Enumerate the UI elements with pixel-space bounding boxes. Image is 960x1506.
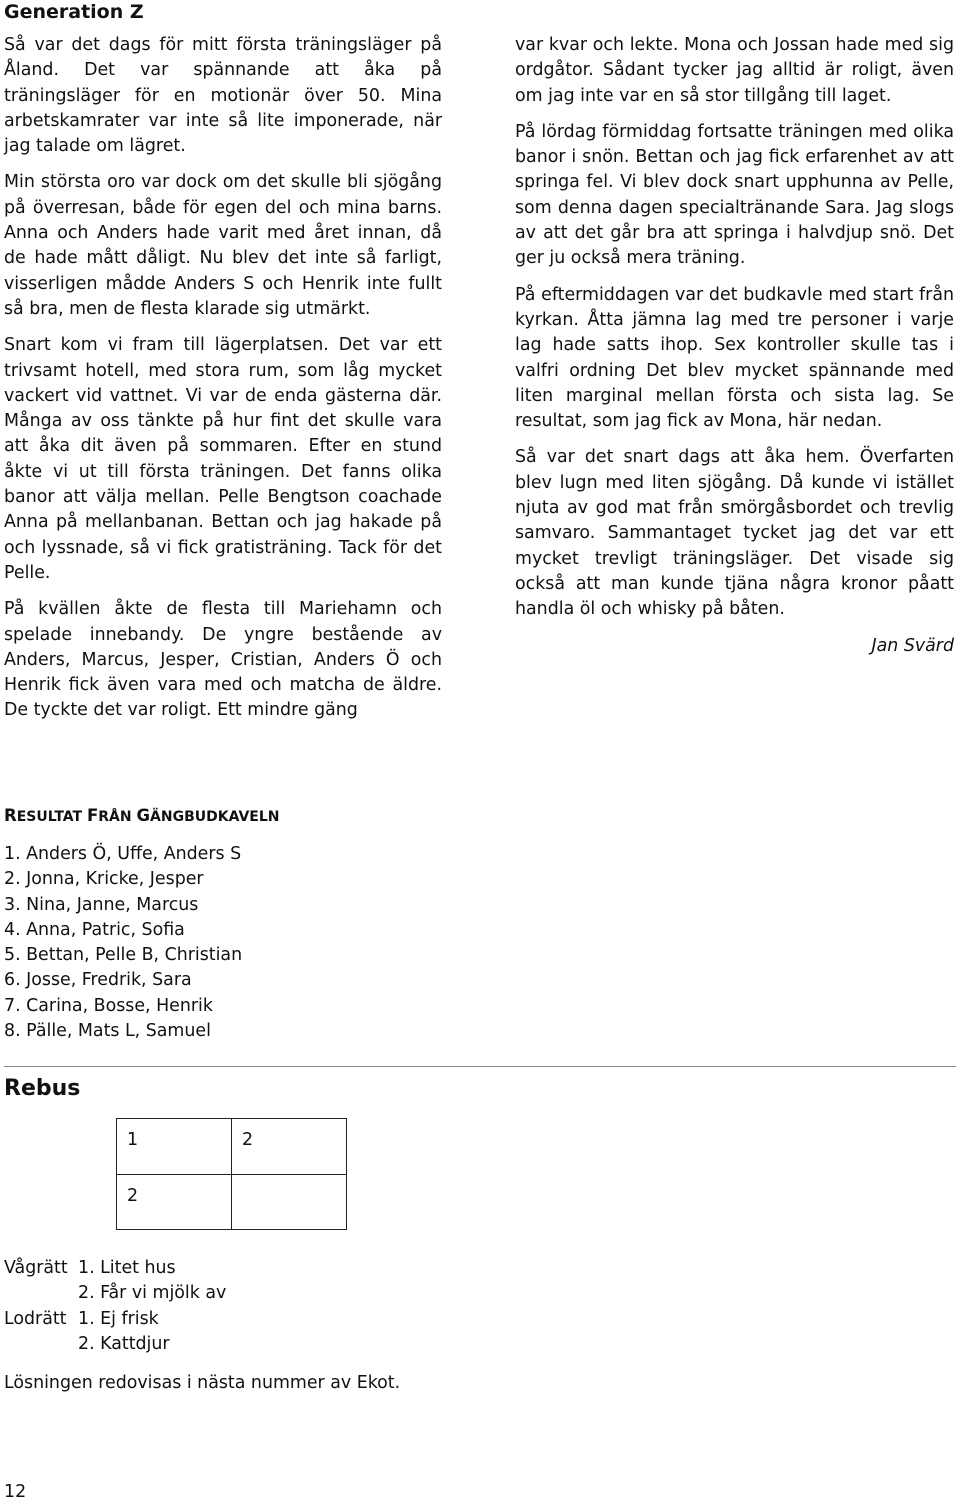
solution-note: Lösningen redovisas i nästa nummer av Ekot. <box>4 1373 401 1393</box>
paragraph: Så var det dags för mitt första träningsläger på Åland. Det var spännande att åka på träningsläger för en motionär över 50. Mina arbetskamrater var inte så lite imponerade, när jag talade om lägret. <box>4 35 442 157</box>
list-item: 6. Josse, Fredrik, Sara <box>4 970 192 991</box>
heading-initial: F <box>86 806 99 825</box>
list-item: 8. Pälle, Mats L, Samuel <box>4 1021 211 1042</box>
grid-cell: 2 <box>117 1174 232 1230</box>
clue-direction: Lodrätt <box>4 1308 67 1329</box>
paragraph: var kvar och lekte. Mona och Jossan hade med sig ordgåtor. Sådant tycker jag alltid är roligt, även om jag inte var en så stor tillgång till laget. <box>515 35 954 106</box>
heading-initial: G <box>136 806 151 825</box>
article-title: Generation Z <box>4 1 144 23</box>
clue-row <box>4 1332 226 1357</box>
list-item: 4. Anna, Patric, Sofia <box>4 919 185 940</box>
article-left-column <box>4 33 442 735</box>
clue-row <box>4 1256 226 1281</box>
clue-direction <box>4 1281 78 1306</box>
grid-cell: 2 <box>232 1119 347 1175</box>
article-right-column <box>515 33 954 670</box>
clue-text: 2. Kattdjur <box>78 1333 170 1354</box>
list-item: 5. Bettan, Pelle B, Christian <box>4 945 243 966</box>
heading-text: ESULTAT <box>16 809 87 825</box>
clue-text: 2. Får vi mjölk av <box>78 1283 227 1304</box>
list-item: 2. Jonna, Kricke, Jesper <box>4 869 204 890</box>
clue-direction: Vågrätt <box>4 1258 68 1278</box>
heading-initial: R <box>4 806 17 825</box>
paragraph: Snart kom vi fram till lägerplatsen. Det var ett trivsamt hotell, med stora rum, som låg mycket vackert vid vattnet. Vi var de enda gästerna där. Många av oss tänkte på hur fint det skulle vara att åka dit även på sommaren. Efter en stund åkte vi ut till första träningen. Det fanns olika banor att välja mellan. Pelle Bengtson coachade Anna på mellanbanan. Bettan och jag hakade på och lyssnade, så vi fick gratisträning. Tack för det Pelle. <box>4 335 442 583</box>
author-signature: Jan Svärd <box>871 635 954 656</box>
results-list <box>4 842 242 1044</box>
list-item: 3. Nina, Janne, Marcus <box>4 894 199 915</box>
clue-direction <box>4 1332 78 1357</box>
results-heading <box>4 806 280 825</box>
list-item: 7. Carina, Bosse, Henrik <box>4 995 213 1016</box>
clue-text: 1. Ej frisk <box>78 1308 159 1329</box>
page-number: 12 <box>4 1482 27 1502</box>
rebus-title: Rebus <box>4 1076 81 1101</box>
crossword-grid <box>116 1118 347 1230</box>
paragraph: Så var det snart dags att åka hem. Överfarten blev lugn med liten sjögång. Då kunde vi istället njuta av god mat från smörgåsbordet och trevlig samvaro. Sammantaget tycket jag det var ett mycket trevligt träningsläger. Det visade sig också att man kunde tjäna några kronor påatt handla öl och whisky på båten. <box>515 447 954 620</box>
section-divider <box>4 1066 956 1067</box>
paragraph: Min största oro var dock om det skulle bli sjögång på överresan, både för egen del och mina barns. Anna och Anders hade varit med året innan, då de hade mått dåligt. Nu blev det inte så farligt, visserligen mådde Anders S och Henrik inte fullt så bra, men de flesta klarade sig utmärkt. <box>4 172 442 319</box>
paragraph: På lördag förmiddag fortsatte träningen med olika banor i snön. Bettan och jag fick erfarenhet av att springa fel. Vi blev dock snart upphunna av Pelle, som denna dagen specialtränande Sara. Jag slogs av att det går bra att springa i halvdjup snö. Det ger ju också mera träning. <box>515 121 954 269</box>
list-item: 1. Anders Ö, Uffe, Anders S <box>4 844 242 864</box>
heading-text: RÅN <box>98 809 137 825</box>
clue-row <box>4 1307 226 1332</box>
paragraph: På kvällen åkte de flesta till Mariehamn och spelade innebandy. De yngre bestående av Anders, Marcus, Jesper, Cristian, Anders Ö och Henrik fick även vara med och matcha de äldre. De tyckte det var roligt. Ett mindre gäng <box>4 599 442 721</box>
heading-text: ÄNGBUDKAVELN <box>150 809 280 825</box>
rebus-clues <box>4 1256 226 1357</box>
clue-row <box>4 1281 226 1306</box>
paragraph: På eftermiddagen var det budkavle med start från kyrkan. Åtta jämna lag med tre personer i varje lag hade satts ihop. Sex kontroller skulle tas i valfri ordning Det blev mycket spännande med liten marginal mellan första och sista lag. Se resultat, som jag fick av Mona, här nedan. <box>515 284 954 432</box>
clue-text: 1. Litet hus <box>78 1258 176 1278</box>
grid-cell: 1 <box>117 1119 232 1175</box>
grid-cell <box>232 1174 347 1230</box>
